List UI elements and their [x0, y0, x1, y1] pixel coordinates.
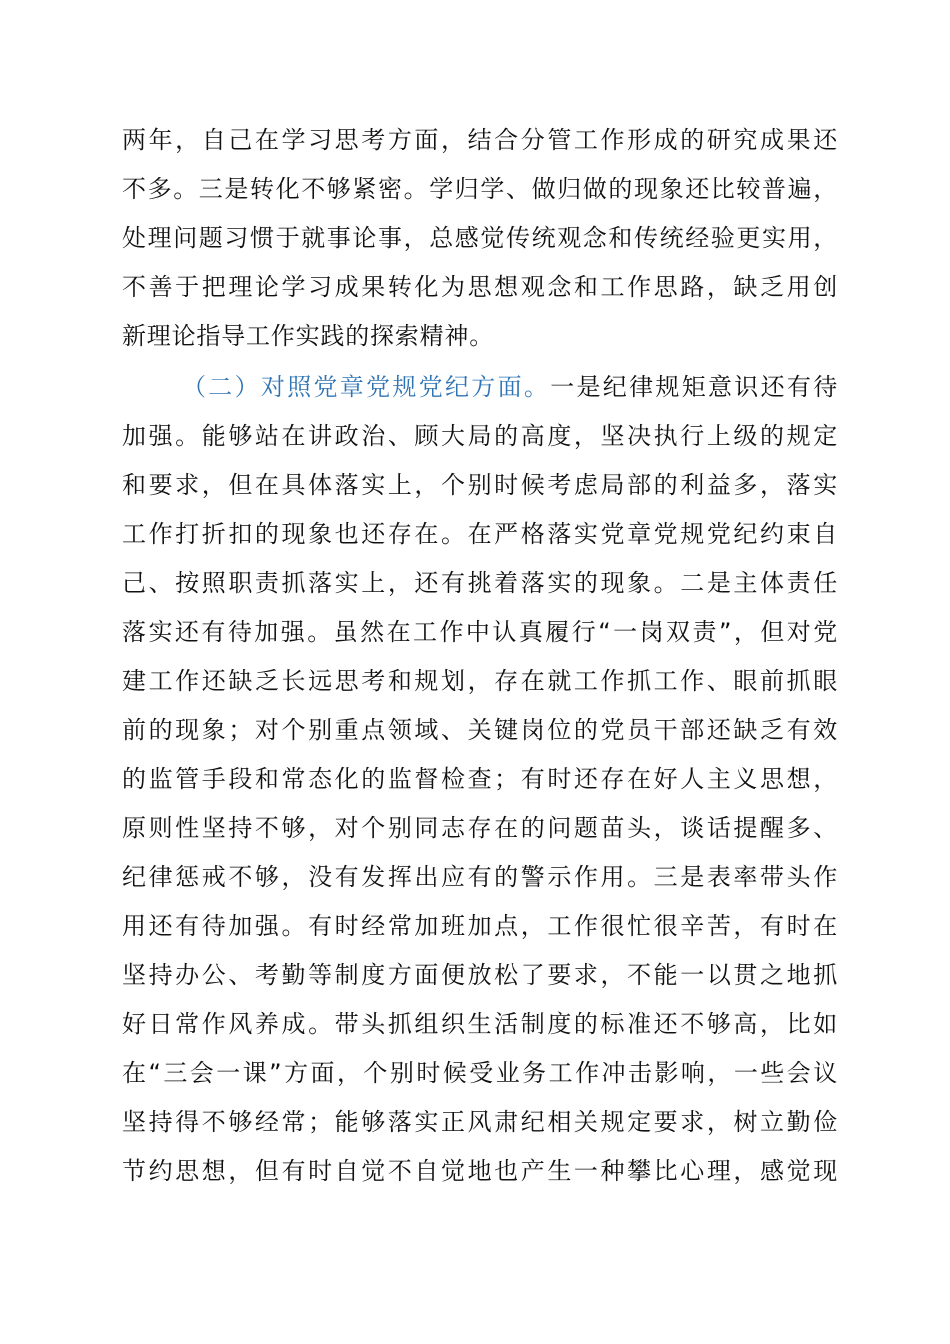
text-line: 加强。能够站在讲政治、顾大局的高度，坚决执行上级的规定 [122, 422, 838, 450]
paragraph-2-first-line [122, 363, 838, 412]
text-line: 坚持得不够经常；能够落实正风肃纪相关规定要求，树立勤俭 [122, 1108, 838, 1136]
text-line: 用还有待加强。有时经常加班加点，工作很忙很辛苦，有时在 [122, 912, 838, 940]
text-line: 建工作还缺乏长远思考和规划，存在就工作抓工作、眼前抓眼 [122, 667, 838, 695]
text-line: 好日常作风养成。带头抓组织生活制度的标准还不够高，比如 [122, 1010, 838, 1038]
text-line: 在“三会一课”方面，个别时候受业务工作冲击影响，一些会议 [122, 1059, 838, 1087]
text-line: 纪律惩戒不够，没有发挥出应有的警示作用。三是表率带头作 [122, 863, 838, 891]
paragraph-1 [122, 116, 838, 361]
text-line: 坚持办公、考勤等制度方面便放松了要求，不能一以贯之地抓 [122, 961, 838, 989]
text-line: 工作打折扣的现象也还存在。在严格落实党章党规党纪约束自 [122, 520, 838, 548]
text-line: 节约思想，但有时自觉不自觉地也产生一种攀比心理，感觉现 [122, 1157, 838, 1185]
text-line: 两年，自己在学习思考方面，结合分管工作形成的研究成果还 [122, 126, 838, 154]
text-line: 落实还有待加强。虽然在工作中认真履行“一岗双责”，但对党 [122, 618, 838, 646]
text-line: 的监管手段和常态化的监督检查；有时还存在好人主义思想， [122, 765, 838, 793]
text-line: 新理论指导工作实践的探索精神。 [122, 322, 494, 350]
first-line-text: 一是纪律规矩意识还有待 [550, 373, 838, 401]
text-line: 前的现象；对个别重点领域、关键岗位的党员干部还缺乏有效 [122, 716, 838, 744]
text-line: 不善于把理论学习成果转化为思想观念和工作思路，缺乏用创 [122, 273, 838, 301]
text-line: 处理问题习惯于就事论事，总感觉传统观念和传统经验更实用， [122, 224, 838, 252]
text-line: 不多。三是转化不够紧密。学归学、做归做的现象还比较普遍， [122, 175, 838, 203]
text-line: 己、按照职责抓落实上，还有挑着落实的现象。二是主体责任 [122, 569, 838, 597]
paragraph-2 [122, 363, 838, 1196]
section-heading: （二）对照党章党规党纪方面。 [182, 373, 551, 401]
text-line: 原则性坚持不够，对个别同志存在的问题苗头，谈话提醒多、 [122, 814, 838, 842]
text-line: 和要求，但在具体落实上，个别时候考虑局部的利益多，落实 [122, 471, 838, 499]
